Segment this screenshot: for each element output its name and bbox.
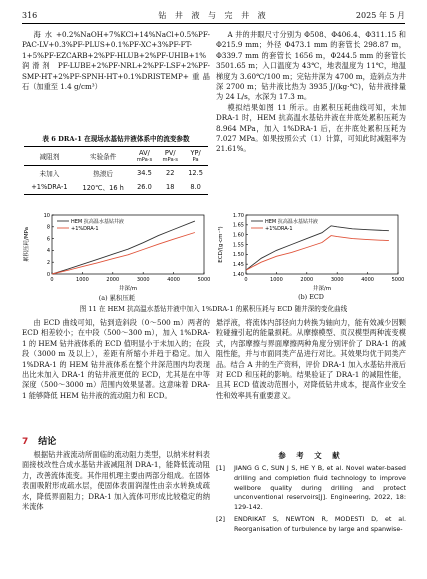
issue-date: 2025 年 5 月 [355,10,405,20]
x-tick-label: 3000 [330,277,344,283]
table-cell: 22 [166,169,175,177]
rheology-table [24,146,208,195]
table-cell: 26.0 [137,183,152,191]
legend-label: HEM 抗高温水基钻井液 [71,218,124,225]
table-cell: 未加入 [39,170,60,178]
x-tick-label: 2000 [106,277,120,283]
y-tick-label: 6 [46,236,50,243]
reference-number: [1] [216,464,226,472]
series-line [52,233,195,275]
table-header-cell: YP/ Pa [190,149,201,163]
y-tick-label: 1.60 [232,232,244,239]
subcaption-b: (b) ECD [298,293,324,301]
conclusion-text [22,450,210,512]
conclusion-continued [216,318,406,401]
legend-label: +1%DRA-1 [265,225,293,232]
well-parameters-paragraph: A 井的井眼尺寸分别为 Φ508、Φ406.4、Φ311.15 和 Φ215.9 mm；外径 Φ473.1 mm 的套管长 298.87 m，Φ339.7 mm 的套管长 1656 m，Φ244.5 mm 的套管长 3501.65 m；入口温度为 43℃，地表温度为 11℃，地温梯度为 3.60℃/100 m；完钻井深为 4700 m，造斜点为井深 2700 m；钻井液比热为 3935 J/(kg·℃)，钻井液排量为 24 L/s，水深为 17.3 m。 [216,30,406,102]
formula-text: 海 水 +0.2%NaOH+7%KCl+14%NaCl+0.5%PF-PAC-LV+0.3%PF-PLUS+0.1%PF-XC+3%PF-FT-1+5%PF-EZCARB+2%PF-HLUB+2%PF-UHIB+1% 润滑剂 PF-LUBE+2%PF-NRL+2%PF-LSF+2%PF-SMP-HT+2%PF-SPNH-HT+0.1%DRISTEMP+重晶石（加重至 1.4 g/cm³） [22,30,210,92]
section-title: 结论 [38,437,57,447]
simulation-result-paragraph: 模拟结果如图 11 所示。由累积压耗曲线可知，未加 DRA-1 时，HEM 抗高温水基钻井液在井底处累积压耗为 8.964 MPa，加入 1%DRA-1 后，在井底处累积压耗为 7.027 MPa。如果按照公式（1）计算，可知此时减阻率为 21.61%。 [216,102,406,154]
conclusion-paragraph: 根据钻井液流动所面临的流动阻力类型，以纳米材料表面接枝改性合成水基钻井液减阻剂 DRA-1，能降低流动阻力，改善流体流变。其作用机理主要由两部分组成。在固体表面吸附形成疏水层，使固体表面润湿性由亲水转换成疏水，降低界面阻力；DRA-1 加入流体可形成比较稳定的纳米流体 [22,450,210,512]
table-cell: +1%DRA-1 [31,183,68,191]
references-heading: 参 考 文 献 [278,451,344,460]
x-tick-label: 4000 [361,277,374,283]
x-tick-label: 5000 [391,277,405,283]
y-tick-label: 8 [46,224,50,231]
table-cell: 18 [166,183,175,191]
x-tick-label: 0 [50,277,54,283]
x-tick-label: 1000 [270,277,283,283]
reference-item [216,464,406,513]
series-line [246,226,389,270]
x-tick-label: 5000 [197,277,211,283]
table-header-row [24,147,208,166]
page-number: 316 [22,10,38,20]
page-header [22,8,405,22]
table-caption: 表 6 DRA-1 在现场水基钻井液体系中的流变参数 [42,135,190,143]
table-cell: 34.5 [137,169,152,177]
pressure-loss-svg [22,210,212,292]
ecd-paragraph: 由 ECD 曲线可知，钻到造斜段（0～500 m）两者的 ECD 相差较小；在中段（500～300 m），加入 1%DRA-1 的 HEM 钻井液体系的 ECD 值明显小于未加入的；在段段（3000 m 及以上），差距有所缩小并趋于稳定。加入 1%DRA-1 的 HEM 钻井液体系在整个井深范围内均表现出比未加入 DRA-1 的钻井液更低的 ECD，尤其是在中等深度（500～3000 m）范围内效果显著。这意味着 DRA-1 能够降低 HEM 钻井液的流动阻力和 ECD。 [22,318,210,400]
x-tick-label: 3000 [136,277,150,283]
y-tick-label: 4 [46,248,50,255]
formula-paragraph [22,30,210,92]
conclusion-paragraph-cont: 悬浮液，将流体内部径向力转换为轴向力，能有效减少因颗粒碰撞引起的能量损耗。从摩擦模型、页汉模型两种流变模式，内部摩擦与界面摩擦两种角度分别评价了 DRA-1 的减阻性能，并与市面同类产品进行对比。其效果均优于同类产品。结合 A 井的生产资料，评价 DRA-1 加入水基钻井液后对 ECD 和压耗的影响。结果验证了 DRA-1 的减阻性能，且其 ECD 值波动范围小，对降低钻井成本，提高作业安全性和效率具有重要意义。 [216,318,406,400]
y-tick-label: 1.55 [232,242,244,249]
table-cell: 热滚后 [93,170,114,178]
x-tick-label: 1000 [76,277,89,283]
table-header-cell: PV/ mPa·s [162,149,178,163]
section-number: 7 [22,437,29,447]
chart-ecd [216,210,406,292]
section-heading [22,434,56,447]
references-list [216,464,406,537]
reference-item [216,515,406,535]
legend-label: HEM 抗高温水基钻井液 [265,218,318,225]
chart-pressure-loss [22,210,212,292]
y-tick-label: 1.65 [232,222,244,229]
ecd-discussion [22,318,210,401]
y-axis-label: 累积压耗/MPa [24,226,30,263]
table-header-cell: 减阻剂 [39,153,60,161]
legend-label: +1%DRA-1 [71,225,99,232]
ecd-svg [216,210,406,292]
table-cell: 8.0 [190,183,201,191]
figure-caption: 图 11 在 HEM 抗高温水基钻井液中加入 1%DRA-1 的累积压耗与 ECD 随井深的变化曲线 [79,305,348,313]
y-tick-label: 0 [46,271,50,278]
table-cell: 12.5 [188,169,203,177]
header-rule [22,23,405,24]
subcaption-a: (a) 累积压耗 [98,294,136,302]
x-tick-label: 4000 [167,277,180,283]
simulation-text [216,30,406,155]
y-tick-label: 1.40 [232,271,244,278]
x-axis-label: 井深/m [312,286,332,292]
reference-number: [2] [216,514,226,523]
y-tick-label: 1.70 [232,212,244,219]
y-tick-label: 1.45 [232,261,244,268]
journal-name: 钻 井 液 与 完 井 液 [158,10,269,20]
reference-text: ENDRIKAT S, NEWTON R, MODESTI D, et al. Reorganisation of turbulence by large and spanwise- [234,514,406,533]
y-axis-label: ECD/(g·cm⁻³) [218,226,224,263]
y-tick-label: 1.50 [232,252,244,259]
y-tick-label: 2 [46,260,50,266]
table-row [24,166,208,181]
table-row [24,180,208,195]
table-header-cell: 实验条件 [89,153,117,161]
series-line [246,236,389,271]
x-axis-label: 井深/m [118,286,138,292]
table-header-cell: AV/ mPa·s [136,149,153,163]
x-tick-label: 0 [244,277,248,283]
x-tick-label: 2000 [300,277,314,283]
reference-text: JIANG G C, SUN J S, HE Y B, et al. Novel water-based drilling and completion fluid technology to improve wellbore quality during drilling and protect unconventional reservoirs[J]. Engineering, 2022, 18: 129-142. [234,464,406,512]
y-tick-label: 10 [43,212,50,219]
table-cell: 120℃、16 h [82,184,124,192]
